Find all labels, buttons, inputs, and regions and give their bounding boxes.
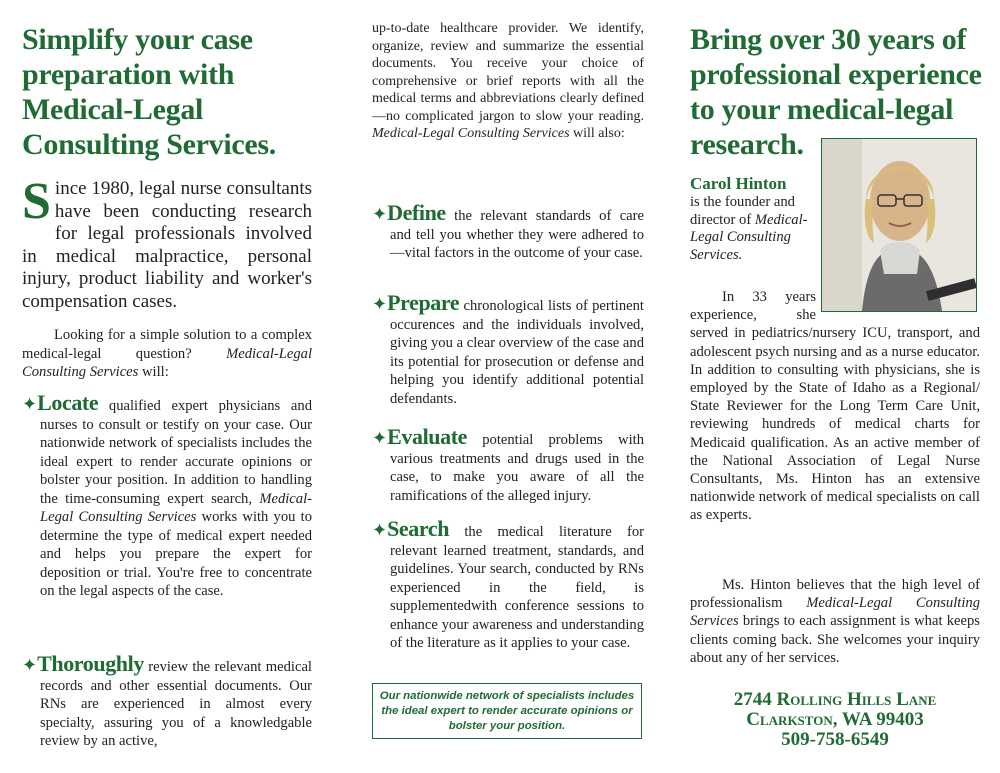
- intro-text: Looking for a simple solution to a complex medical-legal question?: [22, 327, 312, 362]
- lead-paragraph: [22, 173, 312, 313]
- locate-company: Medical-Legal Consulting Services: [40, 490, 312, 525]
- column-left: [22, 0, 312, 773]
- search-text: the medical literature for relevant learned treatment, standards, and guidelines. Your search, conducted by RNs experienced in the field, is supplementedwith conference sessions to enhance your awareness and understanding of the literature as it applies to your case.: [390, 524, 644, 651]
- person-name: Carol Hinton: [690, 174, 787, 193]
- prepare-item: [372, 290, 644, 408]
- drop-cap: S: [22, 173, 51, 230]
- bio2-text: Ms. Hinton believes that the high level of professionalism: [690, 577, 980, 612]
- continued-paragraph: [372, 20, 644, 143]
- column-middle: [372, 0, 644, 773]
- callout-box: Our nationwide network of specialists includes the ideal expert to render accurate opinions or bolster your position.: [372, 683, 642, 739]
- right-heading: Bring over 30 years of professional experience to your medical-legal research.: [690, 23, 982, 161]
- intro-text-end: will:: [138, 364, 169, 380]
- four-point-star-icon: ✦: [372, 204, 388, 224]
- left-heading: Simplify your case preparation with Medical-Legal Consulting Services.: [22, 23, 277, 161]
- four-point-star-icon: ✦: [372, 520, 388, 540]
- address-line-2: Clarkston, WA 99403: [746, 709, 924, 730]
- locate-item: [22, 390, 312, 601]
- thoroughly-verb: Thoroughly: [37, 651, 144, 676]
- address-line-1: 2744 Rolling Hills Lane: [733, 689, 937, 710]
- role-text: is the founder and director of: [690, 194, 795, 228]
- locate-text-end: works with you to determine the type of medical expert needed and helps you prepare the expert for deposition or trial. You're free to concentrate on the legal aspects of the case.: [40, 509, 312, 599]
- lead-text: ince 1980, legal nurse consultants have been conducting research for legal professionals involved in medical malpractice, personal injury, product liability and worker's compensation cases.: [22, 178, 312, 312]
- four-point-star-icon: ✦: [372, 428, 388, 448]
- define-item: [372, 200, 644, 263]
- name-block: [690, 174, 816, 264]
- locate-text: qualified expert physicians and nurses to consult or testify on your case. Our nationwide network of specialists includes the ideal expert to render accurate opinions or bolster your position. In addition to handling the time-consuming expert search,: [40, 398, 312, 507]
- evaluate-item: [372, 424, 644, 505]
- intro-company: Medical-Legal Consulting Services: [22, 345, 312, 380]
- photo-wrap-spacer: [816, 288, 980, 312]
- bio1-text: In 33 years experience, she served in pediatrics/nursery ICU, transport, and adolescent psych nursing and as a nurse educator. In addition to consulting with physicians, she is employed by the State of Idaho as a Regional/ State Reviewer for the Long Term Care Unit, reviewing hundreds of medical charts for Medicaid qualification. As an active member of the National Association of Legal Nurse Consultants, Ms. Hinton has an extensive nationwide network of medical specialists on call as experts.: [690, 289, 980, 524]
- thoroughly-text: review the relevant medical records and other essential documents. Our RNs are experienced in almost every specialty, assuring you of a knowledgable review by an active,: [40, 659, 312, 749]
- portrait-photo: [821, 138, 977, 312]
- thoroughly-item: [22, 651, 312, 751]
- role-company: Medical-Legal Consulting Services.: [690, 211, 808, 263]
- locate-verb: Locate: [37, 390, 99, 415]
- evaluate-verb: Evaluate: [387, 424, 468, 449]
- search-item: [372, 516, 644, 653]
- bio-paragraph-1: [690, 288, 980, 525]
- continued-company: Medical-Legal Consulting Services: [372, 126, 570, 141]
- phone-number: 509-758-6549: [781, 729, 889, 750]
- define-verb: Define: [387, 200, 446, 225]
- four-point-star-icon: ✦: [22, 655, 38, 675]
- continued-text: up-to-date healthcare provider. We identify, organize, review and summarize the essential documents. You receive your choice of comprehensive or brief reports with all the medical terms and abbreviations clearly defined—no complicated jargon to slow your reading.: [372, 21, 644, 124]
- define-text: the relevant standards of care and tell you whether they were adhered to—vital factors in the outcome of your case.: [390, 208, 644, 261]
- search-verb: Search: [387, 516, 450, 541]
- four-point-star-icon: ✦: [22, 394, 38, 414]
- column-right: [690, 0, 980, 773]
- bio-paragraph-2: [690, 576, 980, 667]
- evaluate-text: potential problems with various treatments and drugs used in the case, to make you aware of all the ramifications of the alleged injury.: [390, 432, 644, 504]
- four-point-star-icon: ✦: [372, 294, 388, 314]
- bio2-text-end: brings to each assignment is what keeps clients coming back. She welcomes your inquiry about any of her services.: [690, 613, 980, 666]
- prepare-verb: Prepare: [387, 290, 460, 315]
- continued-text-end: will also:: [569, 126, 625, 141]
- portrait-illustration: [822, 139, 976, 311]
- prepare-text: chronological lists of pertinent occurences and the individuals involved, giving you a clear overview of the case and its potential for prosecution or defense and helping you identify additional potential defendants.: [390, 298, 644, 407]
- intro-paragraph: [22, 326, 312, 382]
- bio2-company: Medical-Legal Consulting Services: [690, 595, 980, 630]
